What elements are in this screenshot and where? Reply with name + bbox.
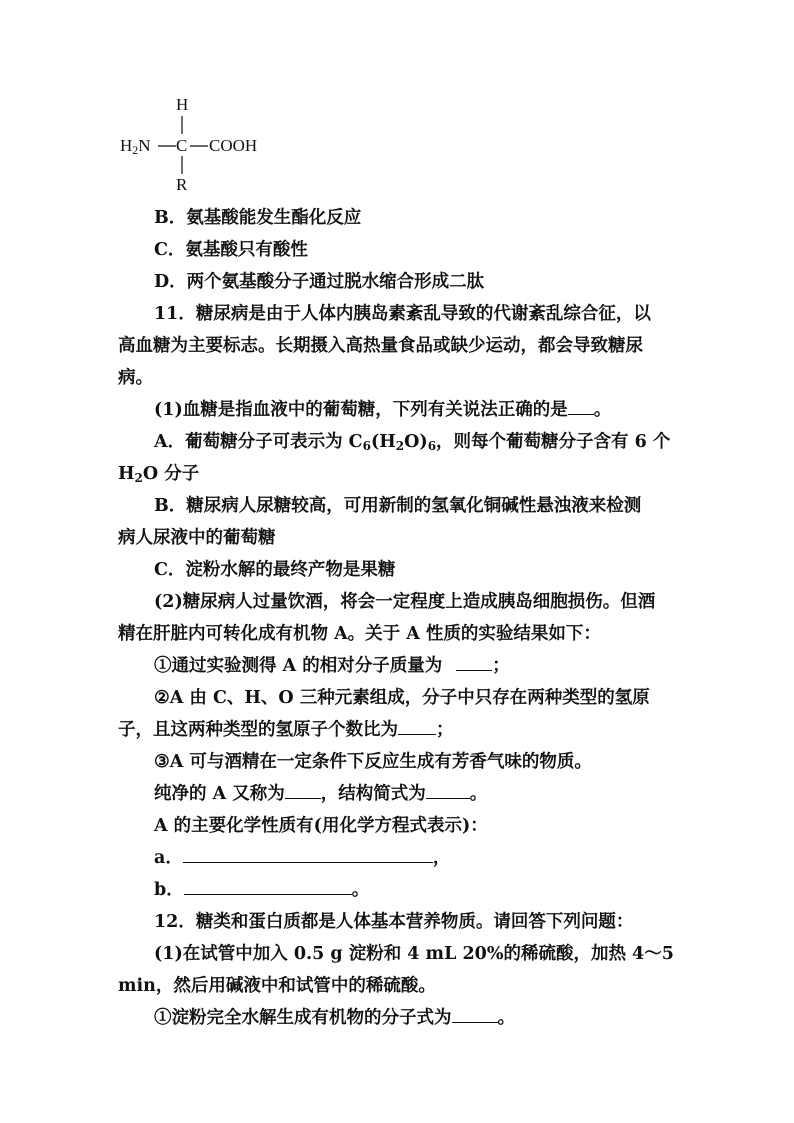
answer-blank[interactable] — [285, 784, 321, 799]
group-cooh: COOH — [209, 136, 258, 155]
q11-item-1: ①通过实验测得 A 的相对分子质量为 ； — [154, 656, 510, 676]
q11-item-2-line-1: ②A 由 C、H、O 三种元素组成，分子中只存在两种类型的氢原 — [154, 688, 650, 708]
answer-blank[interactable] — [426, 784, 470, 799]
answer-blank[interactable] — [568, 400, 594, 415]
answer-blank[interactable] — [184, 880, 352, 895]
q11-part-1: (1)血糖是指血液中的葡萄糖，下列有关说法正确的是 。 — [154, 400, 612, 420]
answer-blank[interactable] — [456, 656, 492, 671]
q12-part-1-line-1: (1)在试管中加入 0.5 g 淀粉和 4 mL 20%的稀硫酸，加热 4～5 — [154, 944, 674, 964]
q11-equation-b: b． 。 — [154, 880, 370, 900]
q11-name-line: 纯净的 A 又称为 ，结构简式为 。 — [154, 784, 488, 804]
q11-stem-line-1: 11．糖尿病是由于人体内胰岛素紊乱导致的代谢紊乱综合征，以 — [154, 304, 651, 324]
q11-chem-properties: A 的主要化学性质有(用化学方程式表示)： — [154, 816, 488, 836]
q11-stem-line-3: 病。 — [118, 368, 153, 388]
q10-option-d: D．两个氨基酸分子通过脱水缩合形成二肽 — [154, 272, 485, 292]
q10-option-c: C．氨基酸只有酸性 — [154, 240, 308, 260]
q10-option-b: B．氨基酸能发生酯化反应 — [154, 208, 362, 228]
q11-option-a-line-2: $H_2O$ 分子 — [118, 464, 200, 485]
q11-equation-a: a． ， — [154, 848, 451, 868]
q11-stem-line-2: 高血糖为主要标志。长期摄入高热量食品或缺少运动，都会导致糖尿 — [118, 336, 643, 356]
amino-acid-structure — [118, 92, 278, 192]
atom-h2n: $H_2N$ — [120, 136, 151, 157]
q12-stem: 12．糖类和蛋白质都是人体基本营养物质。请回答下列问题： — [154, 912, 634, 932]
q11-option-b-line-2: 病人尿液中的葡萄糖 — [118, 528, 276, 548]
atom-c-center: C — [176, 136, 188, 155]
q11-part-2-line-2: 精在肝脏内可转化成有机物 A。关于 A 性质的实验结果如下： — [118, 624, 601, 644]
q11-option-c: C．淀粉水解的最终产物是果糖 — [154, 560, 396, 580]
atom-h-top: H — [176, 95, 189, 114]
q12-item-1: ①淀粉完全水解生成有机物的分子式为 。 — [154, 1008, 515, 1028]
q11-part-2-line-1: (2)糖尿病人过量饮酒，将会一定程度上造成胰岛细胞损伤。但酒 — [154, 592, 656, 612]
answer-blank[interactable] — [398, 720, 436, 735]
answer-blank[interactable] — [183, 848, 433, 863]
answer-blank[interactable] — [452, 1008, 498, 1023]
q12-part-1-line-2: min，然后用碱液中和试管中的稀硫酸。 — [118, 976, 436, 996]
q11-option-b-line-1: B．糖尿病人尿糖较高，可用新制的氢氧化铜碱性悬浊液来检测 — [154, 496, 642, 516]
atom-r: R — [176, 175, 188, 194]
q11-option-a-line-1: A．葡萄糖分子可表示为 $C_6(H_2O)_6$，则每个葡萄糖分子含有 6 个 — [154, 432, 671, 453]
q11-item-3: ③A 可与酒精在一定条件下反应生成有芳香气味的物质。 — [154, 752, 592, 772]
q11-item-2-line-2: 子，且这两种类型的氢原子个数比为 ； — [118, 720, 454, 740]
